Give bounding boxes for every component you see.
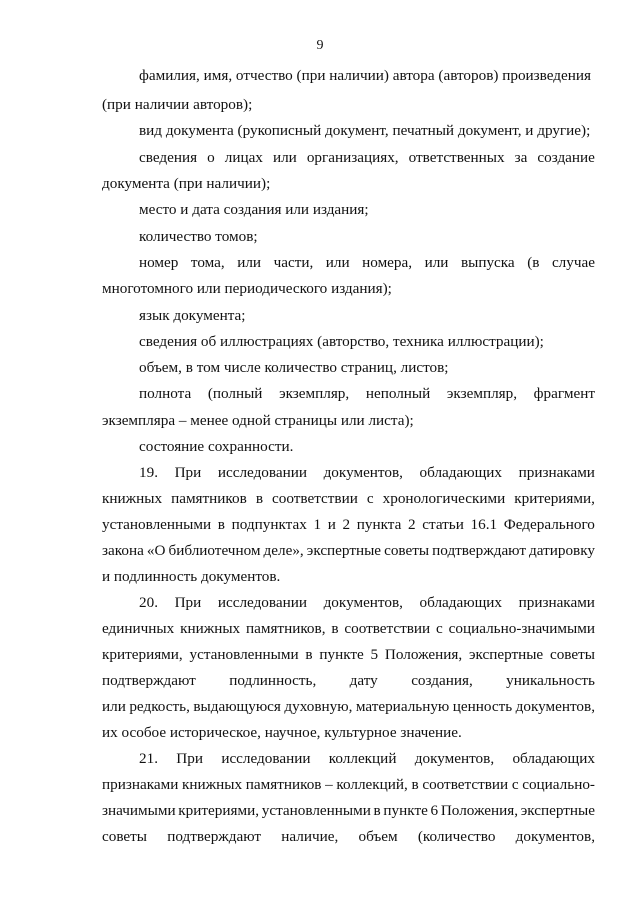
word: «О [146,542,166,559]
word: редкость, [129,698,190,715]
word: памятников [245,776,322,793]
word: обладающих [512,750,595,767]
text-line: сведения об иллюстрациях (авторство, техника иллюстрации); [139,333,544,350]
word: неполный [365,385,431,402]
word: (количество [417,828,496,845]
word: памятников, [245,620,326,637]
word: книжных [102,490,163,507]
word: уникальность [506,672,595,689]
word: документов, [323,464,403,481]
word: признаками [518,594,595,611]
word: подпунктах [231,516,307,533]
word: экземпляр, [446,385,518,402]
word: критериями, [102,646,183,663]
word: пункте [383,802,428,819]
word: в [411,776,419,793]
word: номер [139,254,179,271]
word: хронологическими [382,490,506,507]
word: соответствии [344,620,431,637]
word: в [331,620,339,637]
word: социально- [522,776,595,793]
word: советы [549,646,595,663]
text-line [102,802,595,820]
word: о [207,149,215,166]
word: советы [102,828,147,845]
word: документов, [515,828,595,845]
word: статьи [422,516,464,533]
word: 1 [313,516,322,533]
word: с [436,620,443,637]
word: выпуска [460,254,515,271]
word: тома, [190,254,225,271]
word: советы [384,542,430,559]
word: установленными [189,646,299,663]
word: ответственных [408,149,505,166]
word: 6 [430,802,439,819]
word: 16.1 [470,516,498,533]
text-line: состояние сохранности. [139,438,294,455]
word: подтверждают [432,542,526,559]
word: экспертные [468,646,544,663]
text-line: фамилия, имя, отчество (при наличии) автора (авторов) произведения [139,67,592,84]
word: исследовании [217,594,307,611]
word: выдающуюся [193,698,281,715]
word: документов, [323,594,403,611]
text-line: вид документа (рукописный документ, печатный документ, и другие); [139,122,591,139]
text-line: многотомного или периодического издания); [102,280,392,297]
word: лицах [224,149,263,166]
word: обладающих [419,464,503,481]
word: сведения [139,149,198,166]
word: духовную, [284,698,353,715]
word: установленными [102,516,212,533]
word: экземпляр, [279,385,350,402]
word: При [174,594,202,611]
word: пункта [356,516,402,533]
text-line [102,828,595,846]
word: соответствии [422,776,509,793]
word: памятников [171,490,247,507]
word: экспертные [306,542,382,559]
word: библиотечном [168,542,261,559]
word: материальную [355,698,450,715]
word: исследовании [217,464,307,481]
word: 2 [342,516,351,533]
word: единичных [102,620,175,637]
text-line [139,464,595,482]
word: Положения, [440,802,519,819]
word: документов, [515,698,595,715]
word: коллекций, [336,776,408,793]
text-line [102,698,595,716]
word: установленными [261,802,371,819]
word: или [237,254,262,271]
word: организациях, [306,149,399,166]
word: части, [273,254,314,271]
word: в [305,646,313,663]
word: исследовании [221,750,311,767]
word: наличие, [281,828,339,845]
word: в [217,516,225,533]
word: критериями, [514,490,595,507]
word: датировку [529,542,595,559]
word: объем [358,828,398,845]
word: значимыми [102,802,176,819]
word: полнота [139,385,192,402]
word: подлинность, [229,672,317,689]
text-line: экземпляра – менее одной страницы или листа); [102,412,414,429]
word: в [255,490,263,507]
word: 21. [139,750,158,767]
text-line: язык документа; [139,307,246,324]
word: (полный [207,385,263,402]
word: признаками [518,464,595,481]
word: 20. [139,594,158,611]
word: (в [527,254,540,271]
text-line [102,646,595,664]
word: 19. [139,464,158,481]
word: и [327,516,336,533]
word: или [102,698,126,715]
word: пункте [319,646,364,663]
word: или [325,254,350,271]
word: создания, [411,672,473,689]
word: соответствии [272,490,358,507]
text-line [139,594,595,612]
text-line: их особое историческое, научное, культурное значение. [102,724,462,741]
word: обладающих [419,594,503,611]
word: При [176,750,203,767]
word: подтверждают [167,828,262,845]
word: подтверждают [102,672,196,689]
word: экспертные [520,802,595,819]
page-number: 9 [316,38,324,53]
word: случае [551,254,595,271]
text-line: и подлинность документов. [102,568,281,585]
text-line [139,385,595,403]
text-line [102,620,595,638]
word: При [174,464,202,481]
text-line [102,542,595,560]
word: книжных [182,776,243,793]
word: критериями, [178,802,260,819]
word: 5 [370,646,379,663]
text-line [139,750,595,768]
word: создание [537,149,595,166]
word: или [424,254,449,271]
word: закона [102,542,144,559]
text-line [102,516,595,534]
word: признаками [102,776,179,793]
word: номера, [362,254,413,271]
word: Федерального [503,516,595,533]
word: социально-значимыми [448,620,595,637]
word: с [366,490,374,507]
word: Положения, [384,646,463,663]
text-line [139,254,595,272]
word: за [514,149,528,166]
text-line: место и дата создания или издания; [139,201,369,218]
text-line: документа (при наличии); [102,175,271,192]
word: дату [349,672,378,689]
word: коллекций [328,750,397,767]
text-line [102,490,595,508]
text-line [139,149,595,167]
text-line: (при наличии авторов); [102,96,253,113]
word: с [511,776,519,793]
word: в [373,802,381,819]
word: – [325,776,333,793]
word: 2 [408,516,416,533]
word: фрагмент [533,385,595,402]
text-line [102,672,595,690]
word: ценность [452,698,513,715]
word: документов, [414,750,495,767]
text-line: объем, в том числе количество страниц, листов; [139,359,449,376]
word: книжных [180,620,241,637]
word: деле», [263,542,304,559]
text-line [102,776,595,794]
word: или [272,149,297,166]
text-line: количество томов; [139,228,258,245]
